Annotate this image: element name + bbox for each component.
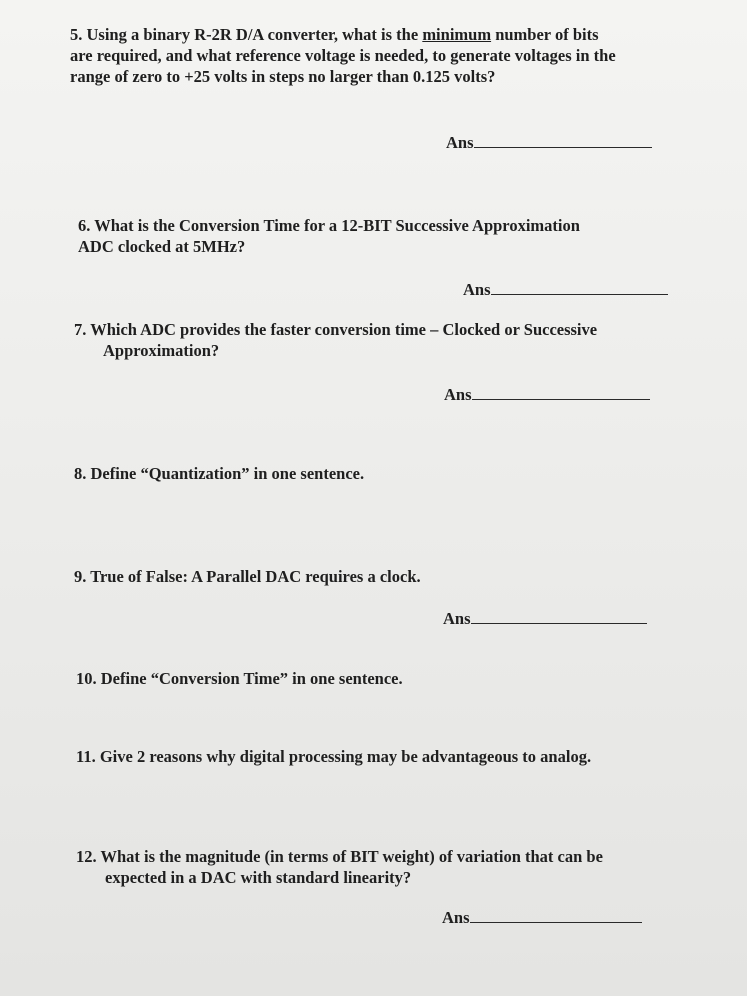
question-text: What is the Conversion Time for a 12-BIT Successive Approximation bbox=[94, 216, 580, 235]
question-5-line-2: are required, and what reference voltage is needed, to generate voltages in the bbox=[70, 46, 616, 65]
question-text: True of False: A Parallel DAC requires a clock. bbox=[90, 567, 421, 586]
question-text: Define “Conversion Time” in one sentence. bbox=[100, 669, 403, 688]
question-number: 5. bbox=[70, 25, 83, 44]
question-12-line-2: expected in a DAC with standard linearity? bbox=[105, 868, 412, 887]
answer-blank-7[interactable] bbox=[444, 383, 650, 405]
question-8-line-1 bbox=[74, 463, 364, 484]
question-number: 9. bbox=[74, 567, 87, 586]
question-text: What is the magnitude (in terms of BIT weight) of variation that can be bbox=[100, 847, 603, 866]
answer-label: Ans bbox=[446, 133, 474, 152]
answer-label: Ans bbox=[444, 385, 472, 404]
answer-line[interactable] bbox=[470, 906, 642, 923]
question-number: 10. bbox=[76, 669, 97, 688]
question-number: 11. bbox=[76, 747, 96, 766]
question-text: Using a binary R-2R D/A converter, what is the bbox=[86, 25, 423, 44]
answer-blank-12[interactable] bbox=[442, 906, 642, 928]
answer-label: Ans bbox=[443, 609, 471, 628]
question-text: number of bits bbox=[491, 25, 599, 44]
question-6 bbox=[78, 215, 580, 257]
question-7-line-1 bbox=[74, 319, 597, 340]
question-11-line-1 bbox=[76, 746, 591, 767]
question-6-line-2: ADC clocked at 5MHz? bbox=[78, 237, 246, 256]
answer-blank-6[interactable] bbox=[463, 278, 668, 300]
question-6-line-1 bbox=[78, 215, 580, 236]
question-text: Which ADC provides the faster conversion time – Clocked or Successive bbox=[90, 320, 598, 339]
emphasized-word: minimum bbox=[422, 25, 492, 44]
question-text: Give 2 reasons why digital processing may be advantageous to analog. bbox=[99, 747, 592, 766]
question-5-line-3: range of zero to +25 volts in steps no larger than 0.125 volts? bbox=[70, 67, 496, 86]
question-12-line-1 bbox=[76, 846, 603, 867]
question-10-line-1 bbox=[76, 668, 403, 689]
question-text: Define “Quantization” in one sentence. bbox=[90, 464, 365, 483]
answer-line[interactable] bbox=[471, 607, 647, 624]
question-9 bbox=[74, 566, 421, 587]
question-10 bbox=[76, 668, 403, 689]
question-12 bbox=[76, 846, 603, 888]
question-7 bbox=[74, 319, 597, 361]
answer-line[interactable] bbox=[474, 131, 652, 148]
answer-blank-5[interactable] bbox=[446, 131, 652, 153]
question-number: 8. bbox=[74, 464, 87, 483]
question-9-line-1 bbox=[74, 566, 421, 587]
answer-label: Ans bbox=[463, 280, 491, 299]
question-7-line-2: Approximation? bbox=[103, 341, 220, 360]
answer-line[interactable] bbox=[491, 278, 668, 295]
answer-line[interactable] bbox=[472, 383, 650, 400]
question-5-line-1 bbox=[70, 24, 616, 45]
question-11 bbox=[76, 746, 591, 767]
question-number: 12. bbox=[76, 847, 97, 866]
question-number: 7. bbox=[74, 320, 87, 339]
question-5 bbox=[70, 24, 616, 87]
answer-label: Ans bbox=[442, 908, 470, 927]
question-8 bbox=[74, 463, 364, 484]
question-number: 6. bbox=[78, 216, 91, 235]
answer-blank-9[interactable] bbox=[443, 607, 647, 629]
